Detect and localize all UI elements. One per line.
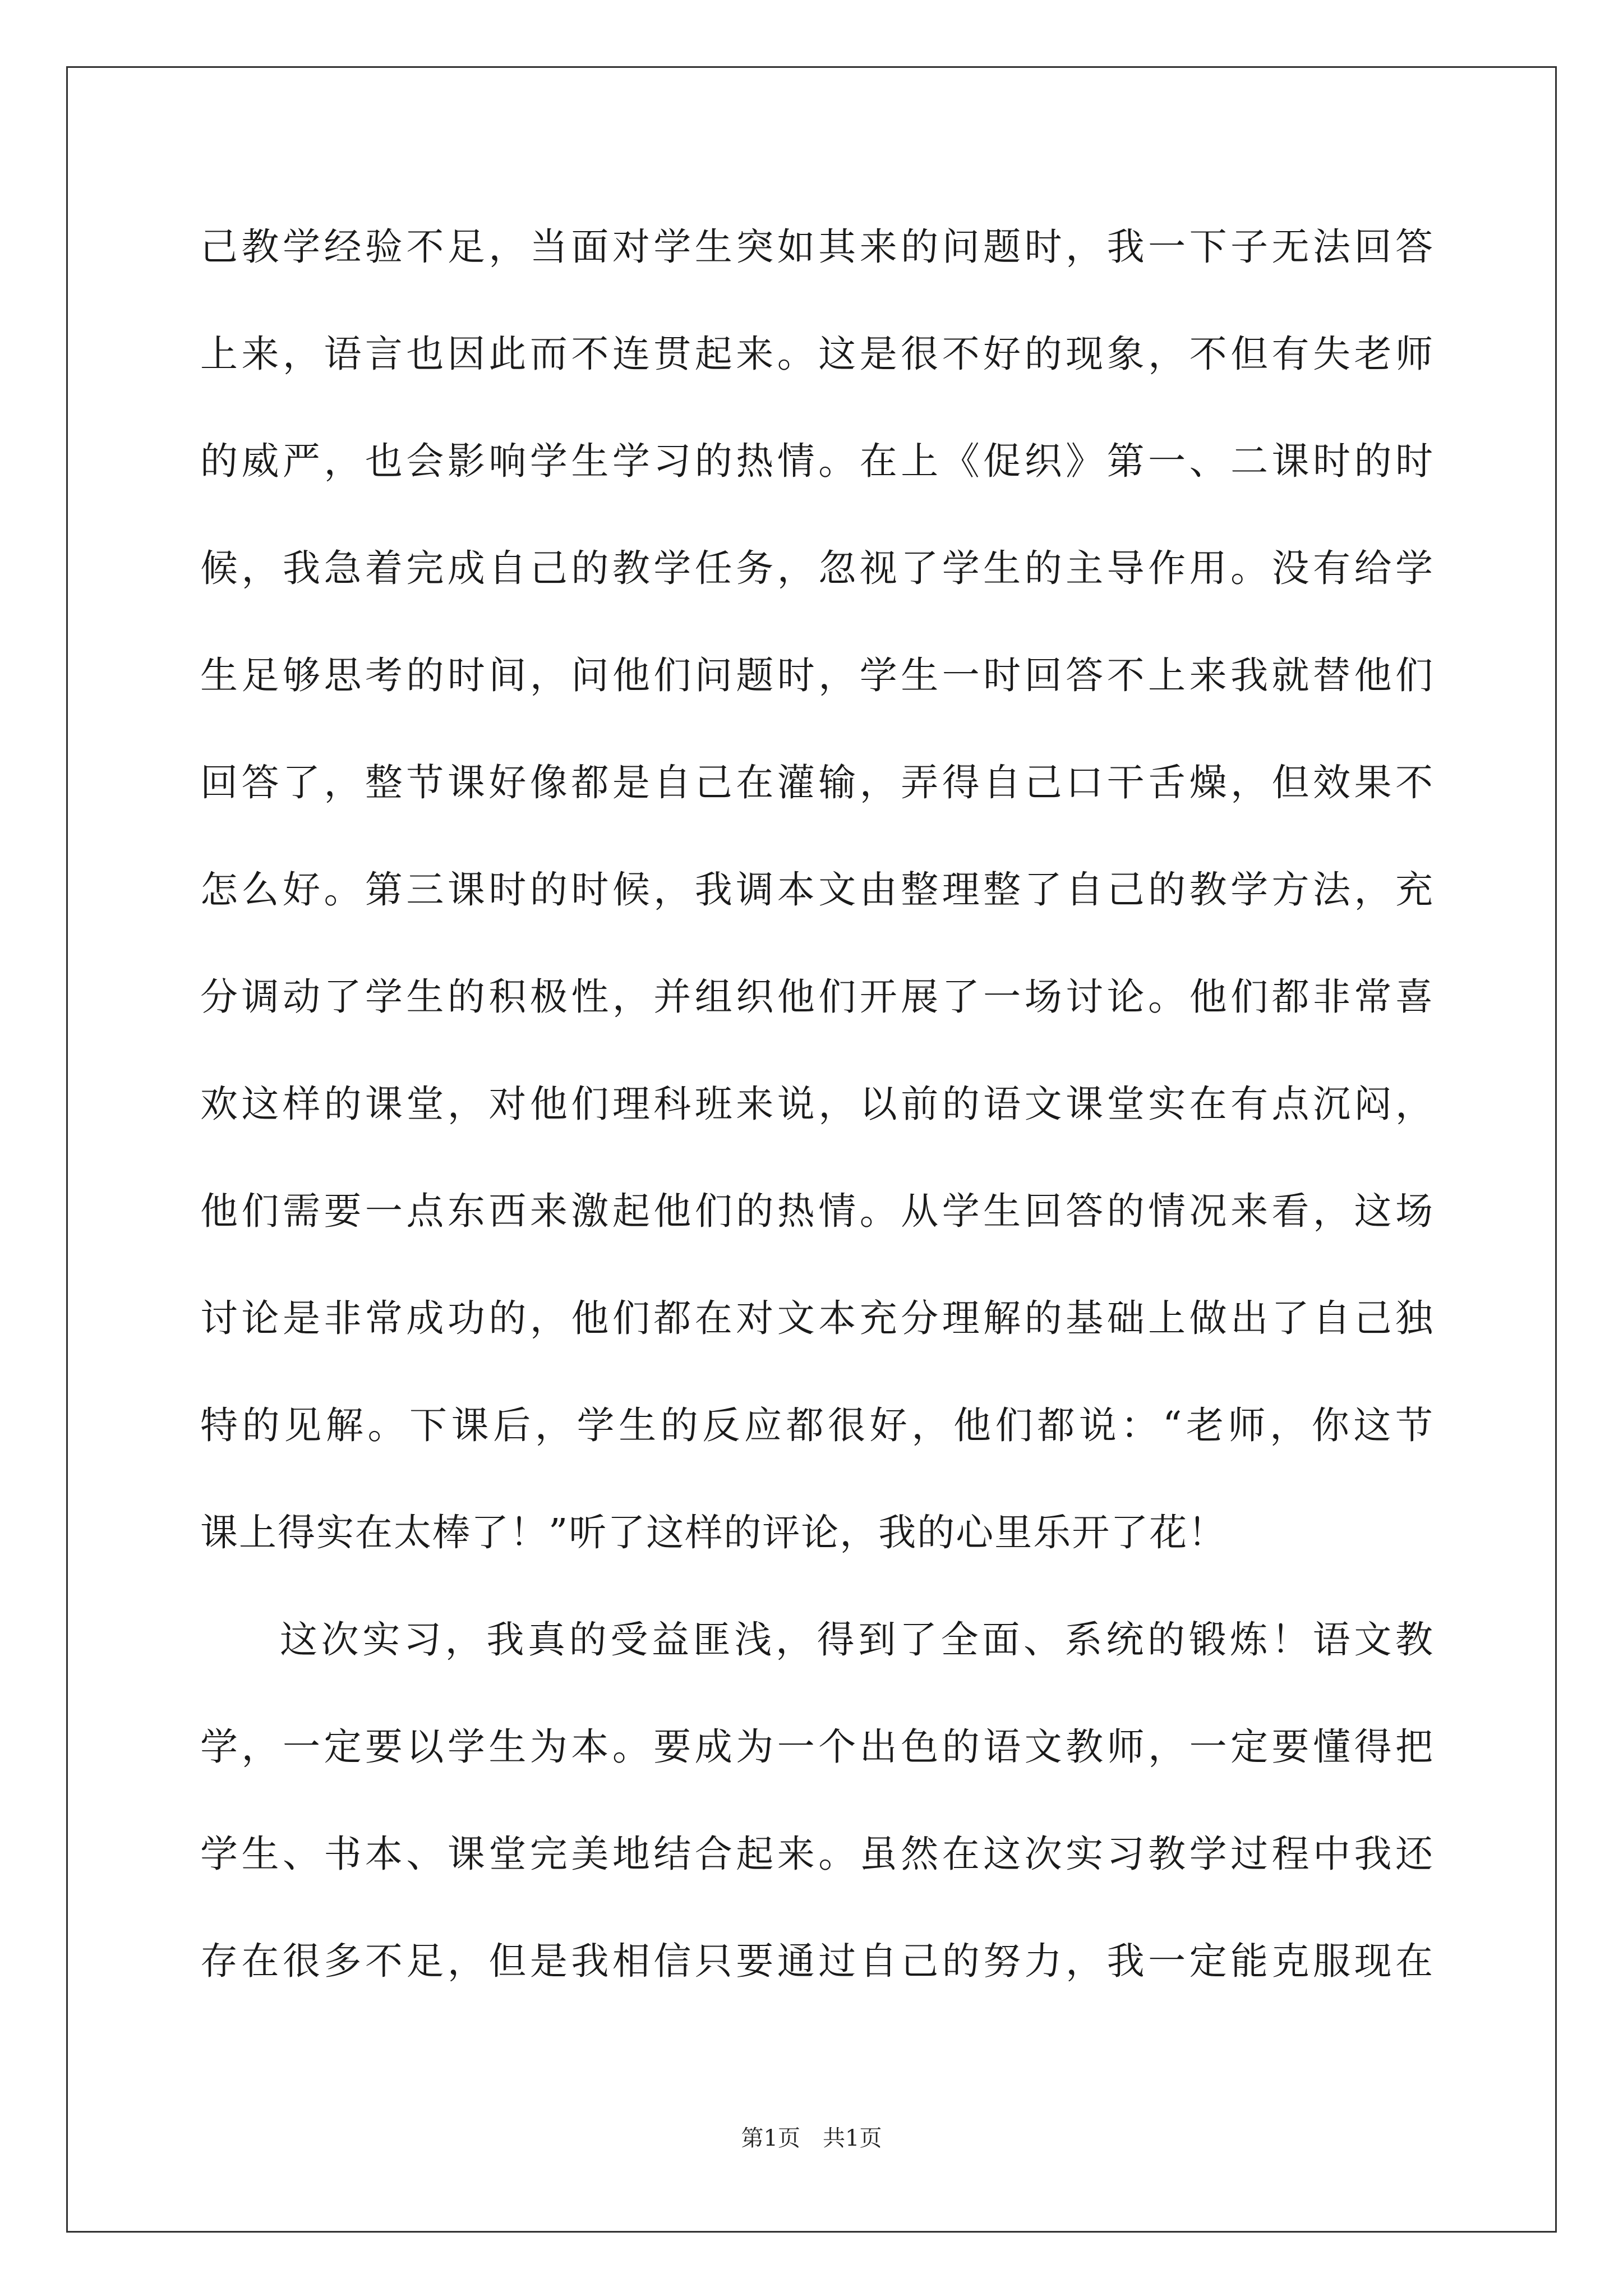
text-line-paragraph-start: 这次实习，我真的受益匪浅，得到了全面、系统的锻炼！语文教 (280, 1618, 1434, 1662)
text-line: 欢这样的课堂，对他们理科班来说，以前的语文课堂实在有点沉闷， (200, 1082, 1434, 1126)
text-line-paragraph-end: 课上得实在太棒了！”听了这样的评论，我的心里乐开了花！ (200, 1511, 1227, 1554)
page-number: 第1页 (741, 2125, 800, 2151)
text-line: 怎么好。第三课时的时候，我调本文由整理整了自己的教学方法，充 (200, 868, 1434, 912)
total-pages: 共1页 (823, 2125, 882, 2151)
text-line: 回答了，整节课好像都是自己在灌输，弄得自己口干舌燥，但效果不 (200, 761, 1434, 804)
text-line: 的威严，也会影响学生学习的热情。在上《促织》第一、二课时的时 (200, 439, 1434, 483)
text-line: 己教学经验不足，当面对学生突如其来的问题时，我一下子无法回答 (200, 225, 1434, 269)
text-line: 讨论是非常成功的，他们都在对文本充分理解的基础上做出了自己独 (200, 1296, 1434, 1340)
text-line: 特的见解。下课后，学生的反应都很好，他们都说：“老师，你这节 (200, 1404, 1434, 1447)
text-line: 学生、书本、课堂完美地结合起来。虽然在这次实习教学过程中我还 (200, 1832, 1434, 1876)
body-text (200, 213, 1434, 2035)
text-line: 存在很多不足，但是我相信只要通过自己的努力，我一定能克服现在 (200, 1939, 1434, 1983)
text-line: 分调动了学生的积极性，并组织他们开展了一场讨论。他们都非常喜 (200, 975, 1434, 1019)
page-footer (0, 2120, 1623, 2152)
text-line: 上来，语言也因此而不连贯起来。这是很不好的现象，不但有失老师 (200, 332, 1434, 376)
text-line: 候，我急着完成自己的教学任务，忽视了学生的主导作用。没有给学 (200, 546, 1434, 590)
text-line: 生足够思考的时间，问他们问题时，学生一时回答不上来我就替他们 (200, 654, 1434, 697)
text-line: 学，一定要以学生为本。要成为一个出色的语文教师，一定要懂得把 (200, 1725, 1434, 1769)
text-line: 他们需要一点东西来激起他们的热情。从学生回答的情况来看，这场 (200, 1189, 1434, 1233)
